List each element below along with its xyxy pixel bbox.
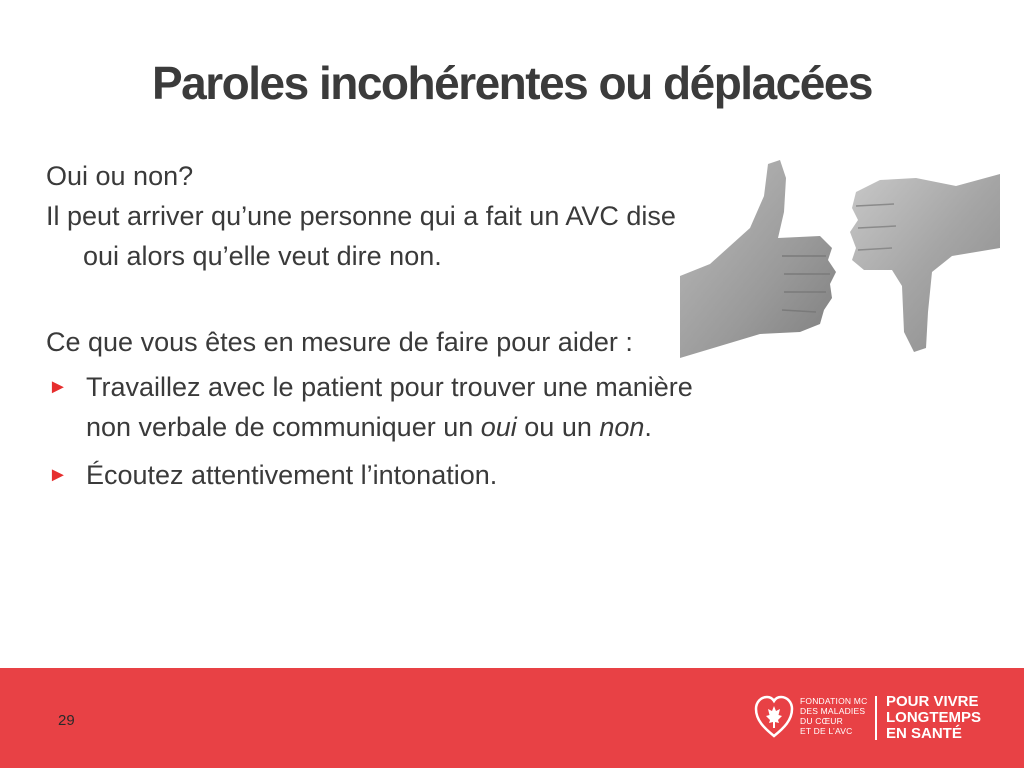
thumbs-up-thumbs-down-icon [680, 156, 1000, 361]
bullet-text-mid: ou un [516, 412, 600, 442]
foundation-name [800, 696, 867, 736]
slogan-line-3: EN SANTÉ [886, 725, 962, 742]
foundation-line-3: DU CŒUR [800, 716, 843, 726]
heart-and-stroke-logo [754, 694, 1004, 742]
text-explanation: Il peut arriver qu’une personne qui a fait un AVC dise oui alors qu’elle veut dire non. [46, 201, 676, 271]
slogan [886, 694, 981, 742]
foundation-line-4: ET DE L’AVC [800, 726, 853, 736]
slogan-line-1: POUR VIVRE [886, 693, 979, 710]
bullet-item-nonverbal [46, 367, 696, 447]
bullet-text-end: . [644, 412, 652, 442]
page-number: 29 [58, 712, 75, 729]
bullet-item-intonation [46, 455, 696, 495]
bullet-text-non: non [599, 412, 645, 442]
text-help-intro: Ce que vous êtes en mesure de faire pour aider : [46, 327, 633, 357]
bullet-list [46, 367, 696, 495]
heart-maple-leaf-icon [754, 694, 794, 738]
bullet-arrow-icon: ► [48, 464, 68, 486]
text-oui-ou-non: Oui ou non? [46, 161, 194, 191]
footer-bar [0, 668, 1024, 768]
bullet-arrow-icon: ► [48, 376, 68, 398]
logo-divider [875, 696, 877, 740]
foundation-line-2: DES MALADIES [800, 706, 866, 716]
slide-title: Paroles incohérentes ou déplacées [151, 57, 873, 109]
thumbs-down-hand [850, 174, 1000, 352]
bullet-text-part1: Travaillez avec le patient pour trouver une manière non verbale de communiquer un [86, 372, 693, 442]
bullet-text-oui: oui [480, 412, 517, 442]
slide-body [46, 156, 696, 503]
spacer [46, 276, 696, 322]
thumbs-up-hand [680, 160, 836, 358]
bullet-text-intonation: Écoutez attentivement l’intonation. [86, 460, 498, 490]
slogan-line-2: LONGTEMPS [886, 709, 982, 726]
foundation-line-1: FONDATION MC [800, 696, 868, 706]
